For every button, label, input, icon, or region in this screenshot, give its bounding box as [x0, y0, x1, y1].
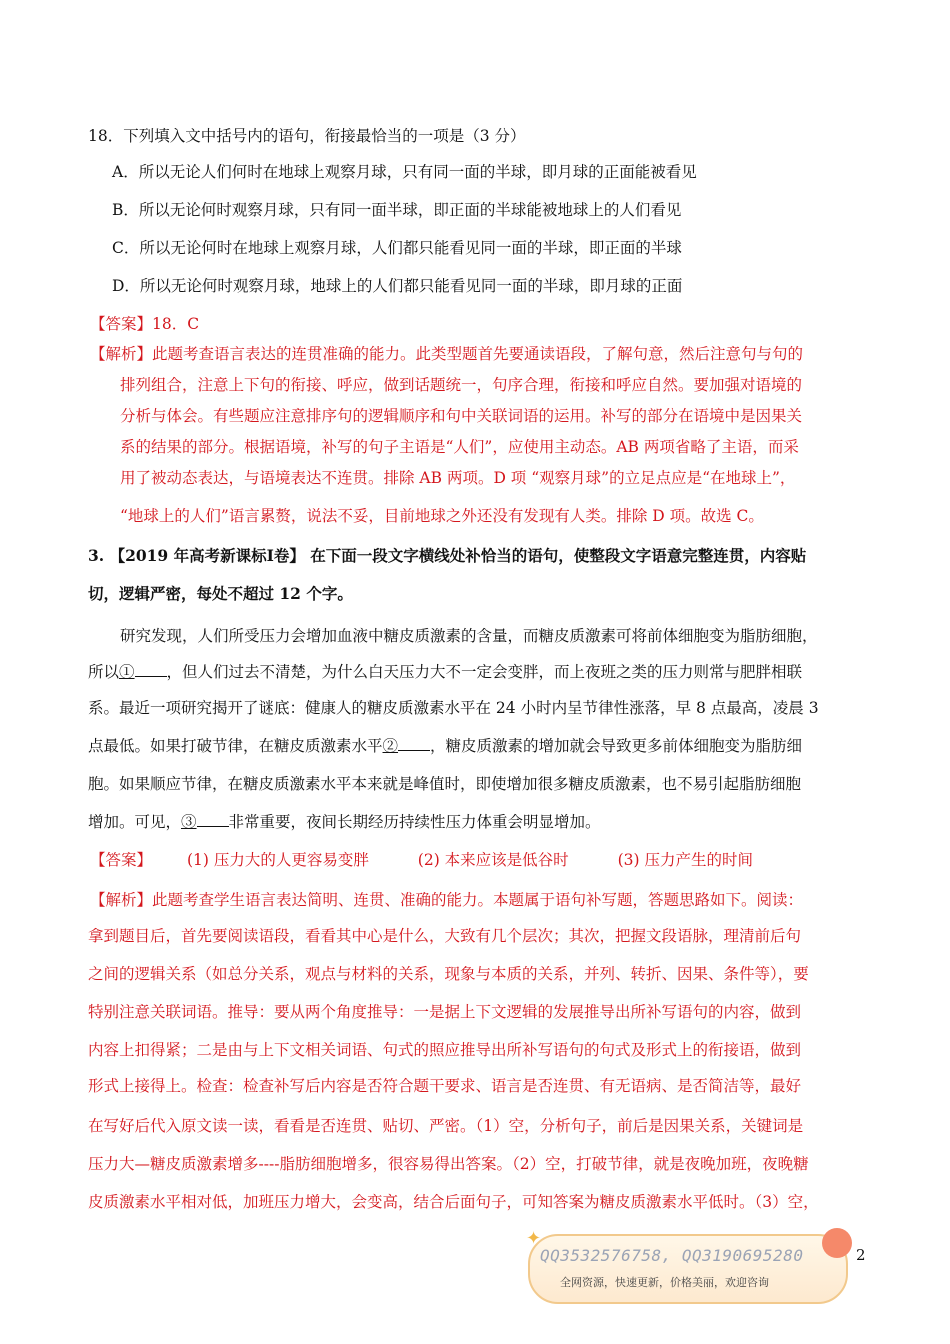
q3-passage-line: 研究发现，人们所受压力会增加血液中糖皮质激素的含量，而糖皮质激素可将前体细胞变为脂肪细胞， [120, 627, 818, 645]
q18-analysis-line: 排列组合，注意上下句的衔接、呼应，做到话题统一，句序合理，衔接和呼应自然。要加强对语境的 [120, 376, 803, 394]
q3-analysis-line: 特别注意关联词语。推导：要从两个角度推导：一是据上下文逻辑的发展推导出所补写语句的内容，做到 [88, 1003, 802, 1021]
q3-passage-text: ，但人们过去不清楚，为什么白天压力大不一定会变胖，而上夜班之类的压力则常与肥胖相联 [166, 663, 803, 681]
q3-answer-3: (3) 压力产生的时间 [617, 851, 753, 869]
watermark-badge [526, 1228, 848, 1304]
q18-analysis-line: 用了被动态表达，与语境表达不连贯。排除 AB 两项。D 项 “观察月球”的立足点应是“在地球上”， [120, 469, 796, 487]
q3-passage-text: 所以 [88, 663, 120, 681]
q3-analysis-line: 形式上接得上。检查：检查补写后内容是否符合题干要求、语言是否连贯、有无语病、是否简洁等，最好 [88, 1077, 802, 1095]
q3-passage-text: 增加。可见， [88, 813, 182, 831]
q3-analysis-line: 之间的逻辑关系（如总分关系，观点与材料的关系，现象与本质的关系，并列、转折、因果、条件等），要 [88, 965, 809, 983]
q3-passage-line [88, 812, 601, 832]
q3-passage-line [88, 662, 802, 682]
watermark-qq: QQ3532576758, QQ3190695280 [540, 1246, 804, 1265]
q18-answer: 【答案】18．C [90, 315, 200, 333]
watermark-slogan: 全网资源，快速更新，价格美丽，欢迎咨询 [560, 1276, 769, 1289]
q18-option-d: D．所以无论何时观察月球，地球上的人们都只能看见同一面的半球，即月球的正面 [112, 277, 683, 295]
q3-passage-line: 系。最近一项研究揭开了谜底：健康人的糖皮质激素水平在 24 小时内呈节律性涨落，早 8 点最高，凌晨 3 [88, 699, 819, 717]
q18-analysis-line: 【解析】此题考查语言表达的连贯准确的能力。此类型题首先要通读语段，了解句意，然后注意句与句的 [90, 345, 804, 363]
q3-analysis-line: 在写好后代入原文读一读，看看是否连贯、贴切、严密。（1）空，分析句子，前后是因果关系，关键词是 [88, 1117, 804, 1135]
page-number: 2 [856, 1246, 866, 1264]
q18-stem: 18．下列填入文中括号内的语句，衔接最恰当的一项是（3 分） [88, 127, 526, 145]
q3-answer [90, 850, 753, 870]
q18-analysis-line: “地球上的人们”语言累赘，说法不妥，目前地球之外还没有发现有人类。排除 D 项。故选 C。 [120, 507, 764, 525]
q18-option-b: B．所以无论何时观察月球，只有同一面半球，即正面的半球能被地球上的人们看见 [112, 201, 682, 219]
q3-analysis-line: 【解析】此题考查学生语言表达简明、连贯、准确的能力。本题属于语句补写题，答题思路如下。阅读： [90, 891, 804, 909]
q3-title-cont: 切，逻辑严密，每处不超过 12 个字。 [88, 584, 353, 603]
q3-passage-text: ，糖皮质激素的增加就会导致更多前体细胞变为脂肪细 [430, 737, 803, 755]
blank-marker-2: ② [382, 737, 399, 755]
blank-marker-1: ① [119, 663, 135, 681]
q18-option-a: A．所以无论人们何时在地球上观察月球，只有同一面的半球，即月球的正面能被看见 [112, 163, 697, 181]
q3-answer-1: (1) 压力大的人更容易变胖 [186, 851, 369, 869]
q3-analysis-line: 皮质激素水平相对低，加班压力增大，会变高，结合后面句子，可知答案为糖皮质激素水平低时。（3）空， [88, 1193, 819, 1211]
q3-analysis-line: 内容上扣得紧；二是由与上下文相关词语、句式的照应推导出所补写语句的句式及形式上的衔接语，做到 [88, 1041, 802, 1059]
q18-option-c: C．所以无论何时在地球上观察月球，人们都只能看见同一面的半球，即正面的半球 [112, 239, 682, 257]
q3-passage-line: 胞。如果顺应节律，在糖皮质激素水平本来就是峰值时，即使增加很多糖皮质激素，也不易引起脂肪细胞 [88, 775, 802, 793]
q18-analysis-line: 分析与体会。有些题应注意排序句的逻辑顺序和句中关联词语的运用。补写的部分在语境中是因果关 [120, 407, 803, 425]
q3-passage-text: 非常重要，夜间长期经历持续性压力体重会明显增加。 [228, 813, 601, 831]
star-icon: ✦ [526, 1228, 542, 1249]
q3-answer-2: (2) 本来应该是低谷时 [417, 851, 569, 869]
q3-analysis-line: 压力大—糖皮质激素增多----脂肪细胞增多，很容易得出答案。（2）空，打破节律，就是夜晚加班，夜晚糖 [88, 1155, 809, 1173]
q3-passage-line [88, 736, 802, 756]
blank-marker-3: ③ [181, 813, 197, 831]
q3-answer-label: 【答案】 [90, 851, 153, 869]
q18-analysis-line: 系的结果的部分。根据语境，补写的句子主语是“人们”，应使用主动态。AB 两项省略了主语，而采 [120, 438, 799, 456]
q3-passage-text: 点最低。如果打破节律，在糖皮质激素水平 [88, 737, 383, 755]
blank-1 [135, 662, 167, 677]
q3-title: 3. 【2019 年高考新课标Ⅰ卷】 在下面一段文字横线处补恰当的语句，使整段文字语意完整连贯，内容贴 [88, 546, 807, 565]
q3-analysis-line: 拿到题目后，首先要阅读语段，看看其中心是什么，大致有几个层次；其次，把握文段语脉，理清前后句 [88, 927, 802, 945]
sun-icon [822, 1228, 852, 1258]
blank-3 [197, 812, 229, 827]
blank-2 [398, 736, 430, 751]
